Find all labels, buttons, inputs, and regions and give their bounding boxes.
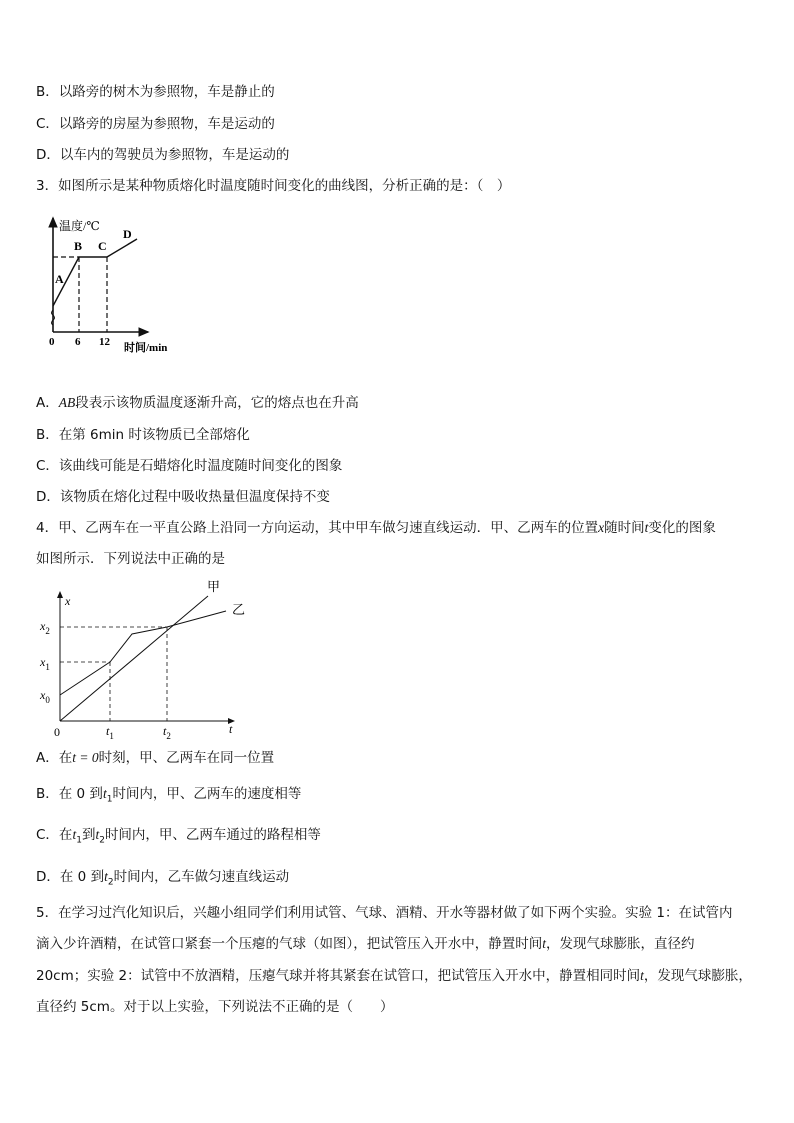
- q3-melting-graph: [40, 210, 190, 358]
- q4-line-jia: [60, 596, 208, 721]
- q3-x-label: 时间/min: [124, 342, 168, 354]
- q3-tick-0: 0: [49, 336, 55, 348]
- q3-point-b: B: [74, 239, 83, 253]
- q5-stem-line3: 20cm；实验 2：试管中不放酒精，压瘪气球并将其紧套在试管口，把试管压入开水中，静置相同时间t，发现气球膨胀，: [36, 968, 752, 984]
- q4-x-axis-label: t: [229, 722, 233, 736]
- q3-tick-6: 6: [75, 336, 81, 348]
- q3-point-c: C: [98, 239, 107, 253]
- q3-curve: [53, 239, 137, 306]
- q3-point-d: D: [123, 227, 132, 241]
- q4-stem-line1: 4．甲、乙两车在一平直公路上沿同一方向运动，其中甲车做匀速直线运动．甲、乙两车的位置x随时间t变化的图象: [36, 520, 716, 536]
- q3-option-c: C．该曲线可能是石蜡熔化时温度随时间变化的图象: [36, 458, 343, 474]
- q5-stem-line4: 直径约 5cm。对于以上实验，下列说法不正确的是（ ）: [36, 999, 394, 1015]
- q4-option-b: B．在 0 到$t_1$时间内，甲、乙两车的速度相等: [36, 786, 302, 805]
- q4-tick-x0: $x_0$: [40, 688, 50, 705]
- q4-tick-t2: $t_2$: [163, 724, 171, 741]
- q4-origin-label: 0: [54, 725, 60, 739]
- q4-tick-x1: $x_1$: [40, 655, 50, 672]
- q4-position-time-graph: [36, 574, 256, 744]
- q4-option-c: C．在$t_1$到$t_2$时间内，甲、乙两车通过的路程相等: [36, 827, 321, 846]
- q4-option-d: D．在 0 到$t_2$时间内，乙车做匀速直线运动: [36, 869, 290, 888]
- q2-option-b: B．以路旁的树木为参照物，车是静止的: [36, 84, 275, 100]
- q3-option-b: B．在第 6min 时该物质已全部熔化: [36, 427, 250, 443]
- q4-tick-x2: $x_2$: [40, 619, 50, 636]
- q2-option-d: D．以车内的驾驶员为参照物，车是运动的: [36, 147, 290, 163]
- q4-label-jia: 甲: [207, 579, 221, 594]
- q2-option-c: C．以路旁的房屋为参照物，车是运动的: [36, 116, 275, 132]
- q3-y-label: 温度/℃: [59, 219, 100, 233]
- q4-line-yi: [60, 611, 226, 695]
- q4-label-yi: 乙: [232, 602, 246, 617]
- q5-stem-line2: 滴入少许酒精，在试管口紧套一个压瘪的气球（如图），把试管压入开水中，静置时间t，发现气球膨胀，直径约: [36, 936, 695, 952]
- q3-stem: 3．如图所示是某种物质熔化时温度随时间变化的曲线图，分析正确的是：（ ）: [36, 178, 511, 194]
- q3-tick-12: 12: [99, 336, 110, 348]
- q3-point-a: A: [55, 272, 64, 286]
- q4-y-axis-label: x: [65, 594, 71, 608]
- q4-stem-line2: 如图所示．下列说法中正确的是: [36, 551, 225, 567]
- q4-tick-t1: $t_1$: [106, 724, 114, 741]
- q3-option-a: A．AB段表示该物质温度逐渐升高，它的熔点也在升高: [36, 395, 359, 411]
- q3-option-d: D．该物质在熔化过程中吸收热量但温度保持不变: [36, 489, 330, 505]
- q5-stem-line1: 5．在学习过汽化知识后，兴趣小组同学们利用试管、气球、酒精、开水等器材做了如下两个实验。实验 1：在试管内: [36, 905, 733, 921]
- q4-option-a: A．在t = 0时刻，甲、乙两车在同一位置: [36, 750, 275, 766]
